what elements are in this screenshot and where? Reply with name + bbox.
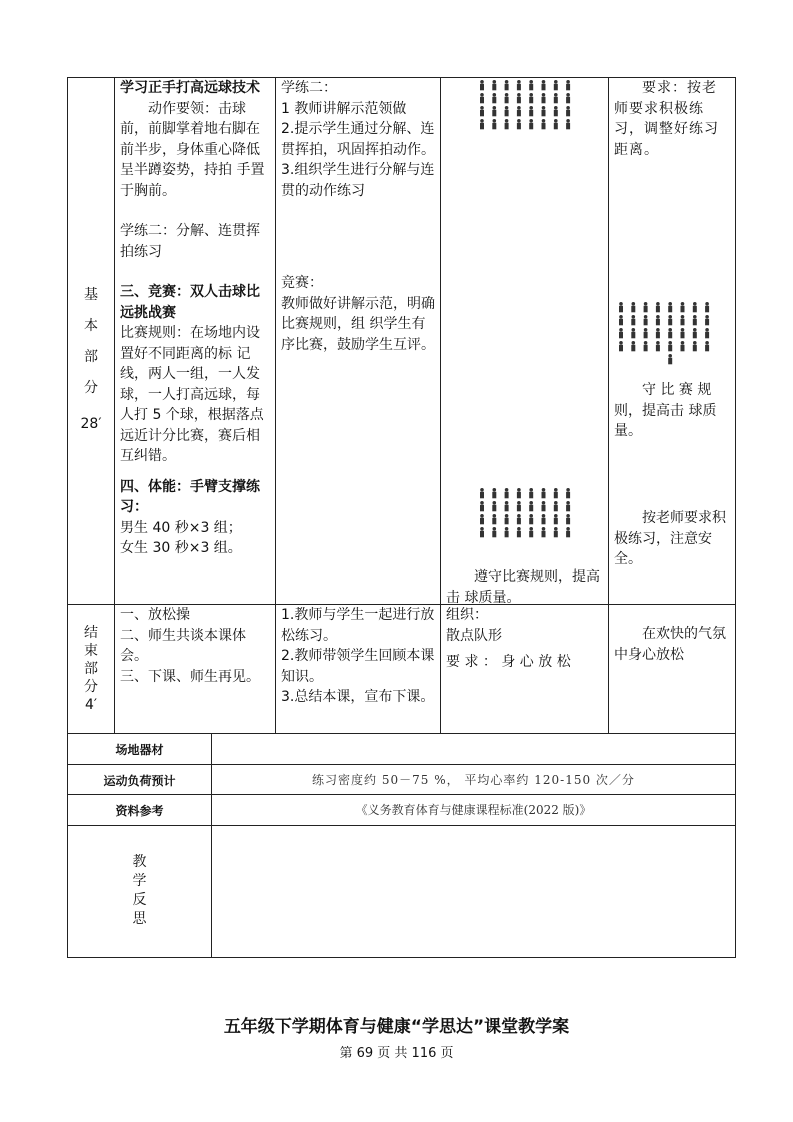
student-figure-icon	[668, 315, 672, 325]
student-formation-icon	[617, 302, 713, 380]
student-figure-icon	[542, 488, 546, 498]
reference-label: 资料参考	[115, 804, 164, 818]
teacher-practice-heading: 学练二：	[281, 80, 337, 96]
student-figure-icon	[566, 106, 570, 116]
student-figure-icon	[492, 106, 496, 116]
student-figure-icon	[529, 80, 533, 90]
end-section-time: 4′	[84, 697, 98, 713]
student-figure-icon	[705, 328, 709, 338]
end-org-formation: 散点队形	[446, 627, 502, 644]
student-figure-icon	[554, 119, 558, 129]
load-label: 运动负荷预计	[103, 774, 176, 788]
reflection-label: 教 学 反 思	[132, 854, 147, 927]
student-figure-icon	[705, 315, 709, 325]
fitness-girls: 女生 30 秒×3 组。	[120, 540, 242, 556]
student-figure-icon	[542, 93, 546, 103]
student-figure-icon	[566, 80, 570, 90]
student-figure-icon	[505, 488, 509, 498]
end-section-label: 结 束 部 分 4′	[68, 624, 114, 714]
student-figure-icon	[668, 302, 672, 312]
fitness-boys: 男生 40 秒×3 组；	[120, 519, 242, 536]
practice-two-text: 学练二：分解、连贯挥拍练习	[120, 223, 260, 260]
student-figure-icon	[693, 302, 697, 312]
student-figure-icon	[542, 119, 546, 129]
student-figure-icon	[566, 93, 570, 103]
student-figure-icon	[554, 488, 558, 498]
student-figure-icon	[566, 119, 570, 129]
student-figure-icon	[505, 501, 509, 511]
page-number: 第 69 页 共 116 页	[339, 1046, 454, 1061]
student-figure-icon	[505, 514, 509, 524]
teacher-step-2: 2.提示学生通过分解、连贯挥拍，巩固挥拍动作。	[281, 121, 435, 158]
organization-note: 遵守比赛规则，提高击 球质量。	[446, 569, 600, 606]
skill-title: 学习正手打高远球技术	[120, 80, 260, 96]
student-figure-icon	[644, 315, 648, 325]
student-figure-icon	[656, 315, 660, 325]
basic-section-time: 28′	[80, 416, 102, 432]
action-essentials: 动作要领：击球前，前脚掌着地右脚在前半步，身体重心降低呈半蹲姿势，持拍 手置于胸前。	[120, 100, 265, 199]
student-figure-icon	[644, 302, 648, 312]
end-organization-cell	[446, 605, 604, 673]
student-figure-icon	[517, 106, 521, 116]
teacher-competition-heading: 竞赛：	[281, 275, 323, 291]
student-figure-icon	[517, 527, 521, 537]
student-figure-icon	[566, 488, 570, 498]
load-value: 练习密度约 50－75 %， 平均心率约 120-150 次／分	[312, 773, 635, 787]
requirement-1: 要求：按老师要求积极练习，调整好练习距离。	[614, 80, 719, 158]
student-figure-icon	[693, 328, 697, 338]
page-title: 五年级下学期体育与健康“学思达”课堂教学案	[223, 1017, 570, 1037]
end-requirement: 在欢快的气氛中身心放松	[614, 626, 726, 663]
student-figure-icon	[480, 488, 484, 498]
student-figure-icon	[619, 302, 623, 312]
basic-section-label: 基 本 部 分	[84, 287, 98, 396]
end-org-requirement: 要 求 ： 身 心 放 松	[446, 654, 571, 670]
student-figure-icon	[492, 93, 496, 103]
student-figure-icon	[554, 93, 558, 103]
student-figure-icon	[566, 514, 570, 524]
student-figure-icon	[681, 315, 685, 325]
formation-figures-bottom	[478, 488, 574, 554]
student-figure-icon	[693, 315, 697, 325]
student-formation-icon	[478, 488, 574, 550]
student-figure-icon	[705, 341, 709, 351]
student-figure-icon	[542, 80, 546, 90]
student-figure-icon	[631, 341, 635, 351]
basic-content-cell	[120, 78, 270, 559]
student-figure-icon	[554, 80, 558, 90]
student-figure-icon	[631, 328, 635, 338]
student-figure-icon	[554, 527, 558, 537]
student-figure-icon	[619, 328, 623, 338]
end-content-item: 三、下课、师生再见。	[120, 668, 260, 685]
student-figure-icon	[505, 93, 509, 103]
student-figure-icon	[517, 80, 521, 90]
student-figure-icon	[542, 501, 546, 511]
student-figure-icon	[492, 514, 496, 524]
student-figure-icon	[505, 119, 509, 129]
formation-figures-middle	[617, 302, 713, 384]
student-figure-icon	[656, 328, 660, 338]
student-figure-icon	[644, 341, 648, 351]
reference-value: 《义务教育体育与健康课程标准(2022 版)》	[355, 803, 592, 817]
student-figure-icon	[480, 514, 484, 524]
student-figure-icon	[480, 501, 484, 511]
student-figure-icon	[542, 106, 546, 116]
student-figure-icon	[681, 328, 685, 338]
student-figure-icon	[529, 501, 533, 511]
reflection-content	[212, 826, 735, 957]
end-teacher-item: 3.总结本课，宣布下课。	[281, 689, 435, 705]
student-figure-icon	[668, 354, 672, 364]
student-figure-icon	[644, 328, 648, 338]
student-figure-icon	[529, 527, 533, 537]
end-org-label: 组织：	[446, 607, 488, 623]
student-figure-icon	[554, 514, 558, 524]
competition-rules: 比赛规则：在场地内设置好不同距离的标 记线，两人一组，一人发球，一人打高远球，每人打 5 个球，根据落点远近计分比赛，赛后相互纠错。	[120, 325, 264, 464]
requirement-2: 守 比 赛 规则，提高击 球质量。	[614, 382, 717, 439]
student-figure-icon	[480, 527, 484, 537]
basic-teacher-cell	[281, 78, 435, 355]
student-figure-icon	[542, 527, 546, 537]
student-figure-icon	[631, 302, 635, 312]
student-figure-icon	[492, 119, 496, 129]
student-formation-icon	[478, 80, 574, 140]
student-figure-icon	[505, 106, 509, 116]
fitness-title: 四、体能：手臂支撑练习：	[120, 478, 260, 515]
student-figure-icon	[619, 315, 623, 325]
formation-figures-top	[478, 80, 574, 144]
student-figure-icon	[492, 501, 496, 511]
student-figure-icon	[517, 488, 521, 498]
student-figure-icon	[529, 106, 533, 116]
student-figure-icon	[681, 341, 685, 351]
student-figure-icon	[517, 501, 521, 511]
student-figure-icon	[529, 119, 533, 129]
end-teacher-item: 1.教师与学生一起进行放松练习。	[281, 607, 435, 644]
student-figure-icon	[529, 488, 533, 498]
end-content-item: 二、师生共谈本课体会。	[120, 627, 246, 664]
end-content-cell	[120, 605, 270, 687]
student-figure-icon	[554, 106, 558, 116]
student-figure-icon	[480, 80, 484, 90]
student-figure-icon	[505, 80, 509, 90]
teacher-competition-text: 教师做好讲解示范，明确比赛规则，组 织学生有序比赛，鼓励学生互评。	[281, 295, 435, 353]
student-figure-icon	[668, 341, 672, 351]
student-figure-icon	[480, 119, 484, 129]
student-figure-icon	[631, 315, 635, 325]
student-figure-icon	[656, 302, 660, 312]
student-figure-icon	[681, 302, 685, 312]
teacher-step-3: 3.组织学生进行分解与连贯的动作练习	[281, 162, 435, 199]
student-figure-icon	[668, 328, 672, 338]
student-figure-icon	[554, 501, 558, 511]
student-figure-icon	[542, 514, 546, 524]
student-figure-icon	[517, 119, 521, 129]
student-figure-icon	[619, 341, 623, 351]
student-figure-icon	[492, 488, 496, 498]
student-figure-icon	[492, 80, 496, 90]
student-figure-icon	[517, 93, 521, 103]
student-figure-icon	[517, 514, 521, 524]
student-figure-icon	[656, 341, 660, 351]
student-figure-icon	[529, 514, 533, 524]
end-content-item: 一、放松操	[120, 607, 190, 623]
student-figure-icon	[492, 527, 496, 537]
teacher-step-1: 1 教师讲解示范领做	[281, 100, 407, 117]
student-figure-icon	[529, 93, 533, 103]
student-figure-icon	[705, 302, 709, 312]
student-figure-icon	[566, 501, 570, 511]
requirement-3: 按老师要求积极练习，注意安全。	[614, 510, 726, 567]
student-figure-icon	[480, 93, 484, 103]
venue-label: 场地器材	[115, 743, 164, 757]
competition-title: 三、竞赛：双人击球比远挑战赛	[120, 284, 260, 321]
student-figure-icon	[693, 341, 697, 351]
student-figure-icon	[480, 106, 484, 116]
end-teacher-cell	[281, 605, 435, 708]
student-figure-icon	[505, 527, 509, 537]
end-teacher-item: 2.教师带领学生回顾本课知识。	[281, 648, 435, 685]
student-figure-icon	[566, 527, 570, 537]
